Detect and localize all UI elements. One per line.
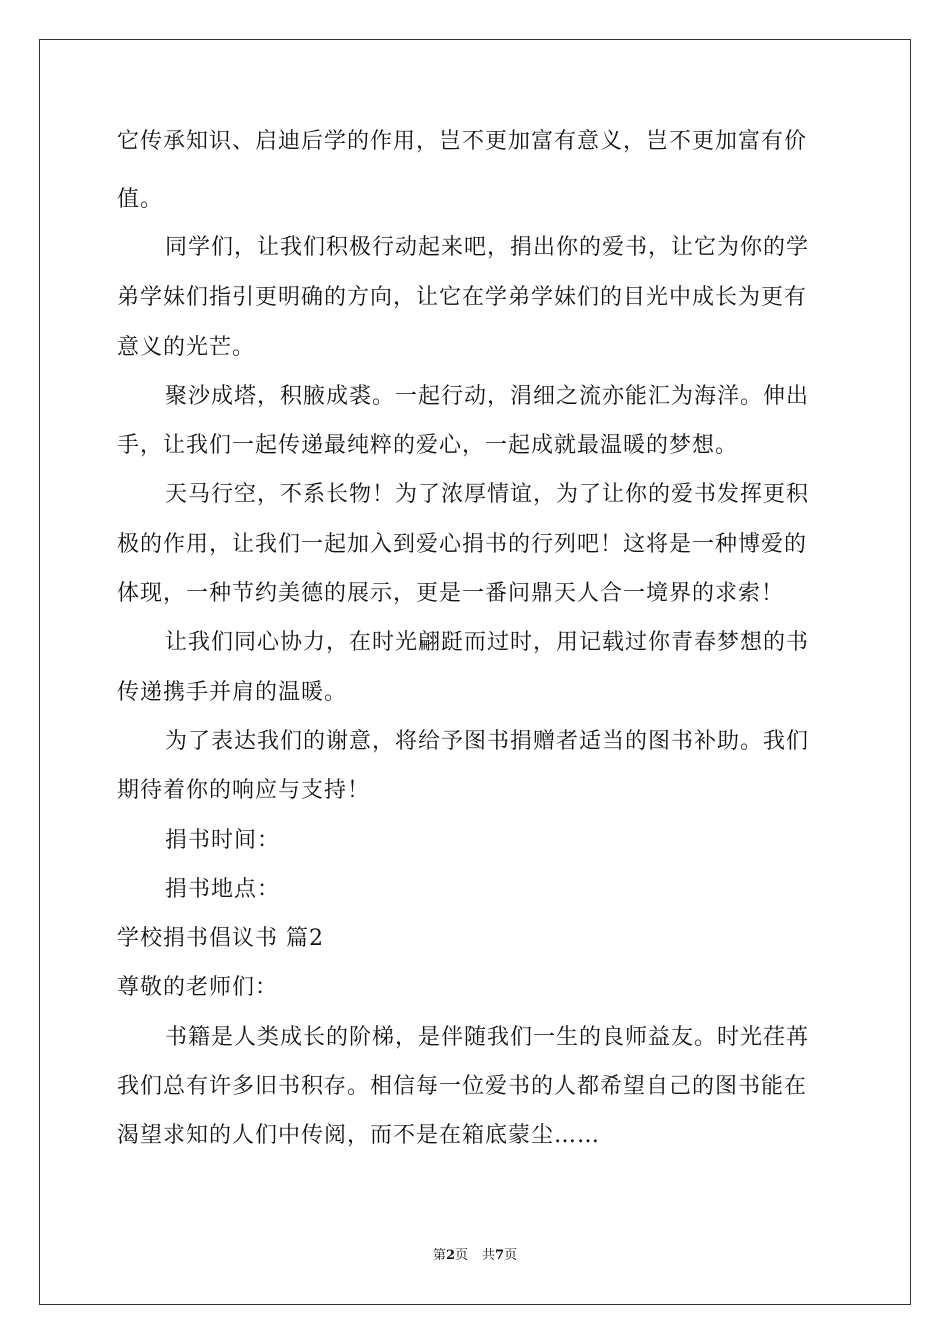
text-line: 传递携手并肩的温暖。 [117, 680, 348, 705]
text-line: 我们总有许多旧书积存。相信每一位爱书的人都希望自己的图书能在 [117, 1074, 808, 1099]
section-heading: 学校捐书倡议书 篇2 [117, 926, 324, 951]
page-suffix: 页 [454, 1248, 468, 1263]
text-line: 期待着你的响应与支持！ [117, 778, 371, 803]
text-line: 体现，一种节约美德的展示，更是一番问鼎天人合一境界的求索！ [117, 581, 785, 606]
text-line: 弟学妹们指引更明确的方向，让它在学弟学妹们的目光中成长为更有 [117, 285, 808, 310]
total-prefix: 共 [482, 1248, 496, 1263]
page-footer [0, 1246, 950, 1266]
text-line: 值。 [117, 187, 164, 212]
salutation: 尊敬的老师们： [117, 975, 279, 1000]
text-line: 意义的光芒。 [117, 335, 256, 360]
text-line: 渴望求知的人们中传阅，而不是在箱底蒙尘…… [117, 1123, 601, 1148]
page-number: 2 [445, 1248, 455, 1263]
text-line: 极的作用，让我们一起加入到爱心捐书的行列吧！这将是一种博爱的 [117, 532, 808, 557]
donation-time-label: 捐书时间： [165, 828, 281, 853]
total-suffix: 页 [504, 1248, 518, 1263]
paragraph-start: 为了表达我们的谢意，将给予图书捐赠者适当的图书补助。我们 [165, 729, 810, 754]
donation-place-label: 捐书地点： [165, 877, 281, 902]
page-total: 7 [495, 1248, 505, 1263]
paragraph-start: 同学们，让我们积极行动起来吧，捐出你的爱书，让它为你的学 [165, 235, 810, 260]
text-line: 手，让我们一起传递最纯粹的爱心，一起成就最温暖的梦想。 [117, 433, 739, 458]
paragraph-start: 天马行空，不系长物！为了浓厚情谊，为了让你的爱书发挥更积 [165, 482, 810, 507]
paragraph-start: 书籍是人类成长的阶梯，是伴随我们一生的良师益友。时光荏苒 [165, 1025, 810, 1050]
page-frame [39, 39, 911, 1305]
paragraph-start: 让我们同心协力，在时光翩跹而过时，用记载过你青春梦想的书 [165, 630, 810, 655]
text-line: 它传承知识、启迪后学的作用，岂不更加富有意义，岂不更加富有价 [117, 129, 808, 154]
paragraph-start: 聚沙成塔，积腋成裘。一起行动，涓细之流亦能汇为海洋。伸出 [165, 384, 810, 409]
page-prefix: 第 [432, 1248, 446, 1263]
